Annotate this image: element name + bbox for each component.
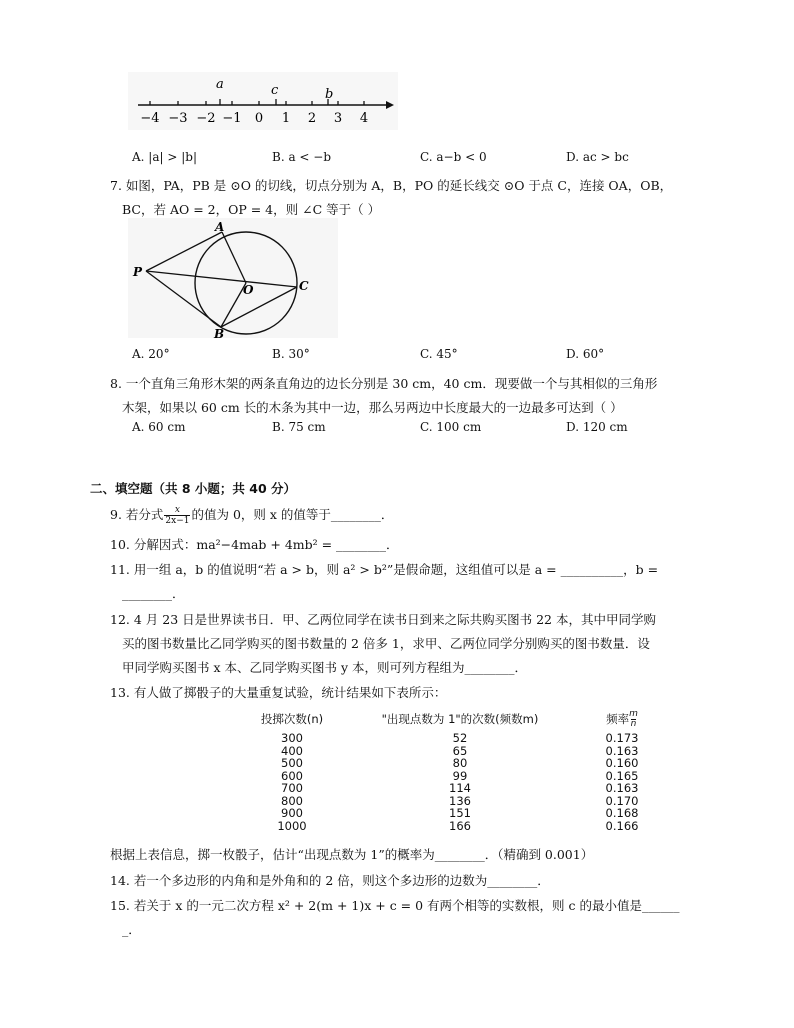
numberline-label-c: c xyxy=(271,83,279,98)
freq-den: n xyxy=(630,718,637,729)
numberline-tick-label: 0 xyxy=(254,111,264,126)
cell-frequency: 0.163 xyxy=(605,781,639,795)
cell-frequency: 0.166 xyxy=(605,818,639,833)
q15-line-1: 15. 若关于 x 的一元二次方程 x² + 2(m + 1)x + c = 0 有两个相等的实数根，则 c 的最小值是______ xyxy=(110,898,680,913)
header-frequency xyxy=(576,706,668,732)
q9-line xyxy=(110,505,393,526)
q8-option-c: C. 100 cm xyxy=(420,420,482,434)
cell-throws: 300 xyxy=(281,731,303,745)
figure-label-c: C xyxy=(299,279,309,293)
cell-throws: 900 xyxy=(281,806,303,820)
cell-frequency: 0.163 xyxy=(605,743,639,758)
figure-label-o: O xyxy=(243,283,254,297)
cell-frequency: 0.173 xyxy=(605,731,639,745)
q7-option-b: B. 30° xyxy=(272,347,310,361)
q12-line-2: 买的图书数量比乙同学购买的图书数量的 2 倍多 1，求甲、乙两位同学分别购买的图书数量．设 xyxy=(122,636,650,651)
q13-after-line: 根据上表信息，掷一枚骰子，估计“出现点数为 1”的概率为________．（精确到 0.001） xyxy=(110,847,594,862)
q11-line-1: 11. 用一组 a，b 的值说明“若 a > b，则 a² > b²”是假命题，这组值可以是 a = __________，b = xyxy=(110,562,659,577)
q8-line-2: 木架，如果以 60 cm 长的木条为其中一边，那么另两边中长度最大的一边最多可达到（ ） xyxy=(122,400,623,415)
cell-throws: 600 xyxy=(281,768,303,783)
q15-line-2: _． xyxy=(122,922,141,937)
q9-prefix: 9. 若分式 xyxy=(110,507,164,522)
q7-option-c: C. 45° xyxy=(420,347,458,361)
q8-line-1: 8. 一个直角三角形木架的两条直角边的边长分别是 30 cm，40 cm．现要做一个与其相似的三角形 xyxy=(110,376,658,391)
q14-line: 14. 若一个多边形的内角和是外角和的 2 倍，则这个多边形的边数为________． xyxy=(110,873,550,888)
q9-frac-den: 2x−1 xyxy=(165,516,190,526)
q10-line: 10. 分解因式：ma²−4mab + 4mb² = ________． xyxy=(110,537,399,552)
q8-option-b: B. 75 cm xyxy=(272,420,326,434)
numberline-tick-label: −2 xyxy=(196,111,216,126)
figure-label-b: B xyxy=(214,327,225,338)
numberline-tick-label: 3 xyxy=(333,111,343,126)
cell-frequency: 0.165 xyxy=(605,768,639,783)
cell-throws: 500 xyxy=(281,756,303,770)
cell-throws: 1000 xyxy=(277,818,307,833)
cell-count: 166 xyxy=(449,818,471,833)
table-header-row xyxy=(240,706,668,732)
q11-line-2: ________． xyxy=(122,586,185,601)
q7-circle-tangent-figure xyxy=(128,218,338,338)
number-line-figure xyxy=(128,72,398,130)
cell-frequency: 0.168 xyxy=(605,806,639,820)
cell-count: 52 xyxy=(452,731,468,745)
table-row xyxy=(240,782,668,795)
header-count: "出现点数为 1"的次数(频数m) xyxy=(381,712,539,726)
cell-count: 99 xyxy=(452,768,468,783)
q7-line-1: 7. 如图，PA，PB 是 ⊙O 的切线，切点分别为 A，B，PO 的延长线交 ⊙O 于点 C，连接 OA，OB， xyxy=(110,178,673,193)
q7-option-d: D. 60° xyxy=(566,347,605,361)
numberline-tick-label: 1 xyxy=(281,111,291,126)
numberline-label-b: b xyxy=(325,87,334,102)
numberline-tick-label: 4 xyxy=(359,111,369,126)
numberline-tick-label: −3 xyxy=(168,111,188,126)
cell-count: 80 xyxy=(452,756,468,770)
q8-option-a: A. 60 cm xyxy=(132,420,186,434)
numberline-tick-label: 2 xyxy=(307,111,317,126)
q6-option-b: B. a < −b xyxy=(272,150,332,164)
frequency-table xyxy=(240,706,668,832)
freq-num: m xyxy=(629,708,638,719)
cell-count: 136 xyxy=(449,793,471,808)
q6-option-a: A. |a| > |b| xyxy=(132,150,197,164)
cell-frequency: 0.170 xyxy=(605,793,639,808)
q8-option-d: D. 120 cm xyxy=(566,420,628,434)
cell-count: 114 xyxy=(449,781,471,795)
q6-option-c: C. a−b < 0 xyxy=(420,150,487,164)
q7-option-a: A. 20° xyxy=(132,347,170,361)
header-frequency-label: 频率 xyxy=(606,711,630,726)
cell-throws: 400 xyxy=(281,743,303,758)
section-2-title: 二、填空题（共 8 小题；共 40 分） xyxy=(90,481,297,496)
cell-frequency: 0.160 xyxy=(605,756,639,770)
q6-option-d: D. ac > bc xyxy=(566,150,629,164)
table-row xyxy=(240,820,668,833)
numberline-label-a: a xyxy=(216,77,224,92)
cell-throws: 700 xyxy=(281,781,303,795)
numberline-tick-label: −1 xyxy=(222,111,242,126)
figure-label-a: A xyxy=(215,220,225,234)
figure-label-p: P xyxy=(133,265,143,279)
q9-frac-num: x xyxy=(174,505,180,515)
q13-line-1: 13. 有人做了掷骰子的大量重复试验，统计结果如下表所示： xyxy=(110,685,447,700)
numberline-tick-label: −4 xyxy=(140,111,160,126)
table-row xyxy=(240,732,668,745)
header-frequency-fraction xyxy=(629,710,638,729)
q12-line-3: 甲同学购买图书 x 本、乙同学购买图书 y 本，则可列方程组为________． xyxy=(122,660,528,675)
q9-suffix: 的值为 0，则 x 的值等于________． xyxy=(191,507,394,522)
q9-fraction xyxy=(164,505,190,526)
table-row xyxy=(240,757,668,770)
cell-count: 65 xyxy=(452,743,468,758)
cell-count: 151 xyxy=(449,806,471,820)
table-row xyxy=(240,807,668,820)
header-throws: 投掷次数(n) xyxy=(260,712,324,726)
cell-throws: 800 xyxy=(281,793,303,808)
q7-line-2: BC，若 AO = 2，OP = 4，则 ∠C 等于（ ） xyxy=(122,202,381,217)
q12-line-1: 12. 4 月 23 日是世界读书日．甲、乙两位同学在读书日到来之际共购买图书 22 本，其中甲同学购 xyxy=(110,612,656,627)
